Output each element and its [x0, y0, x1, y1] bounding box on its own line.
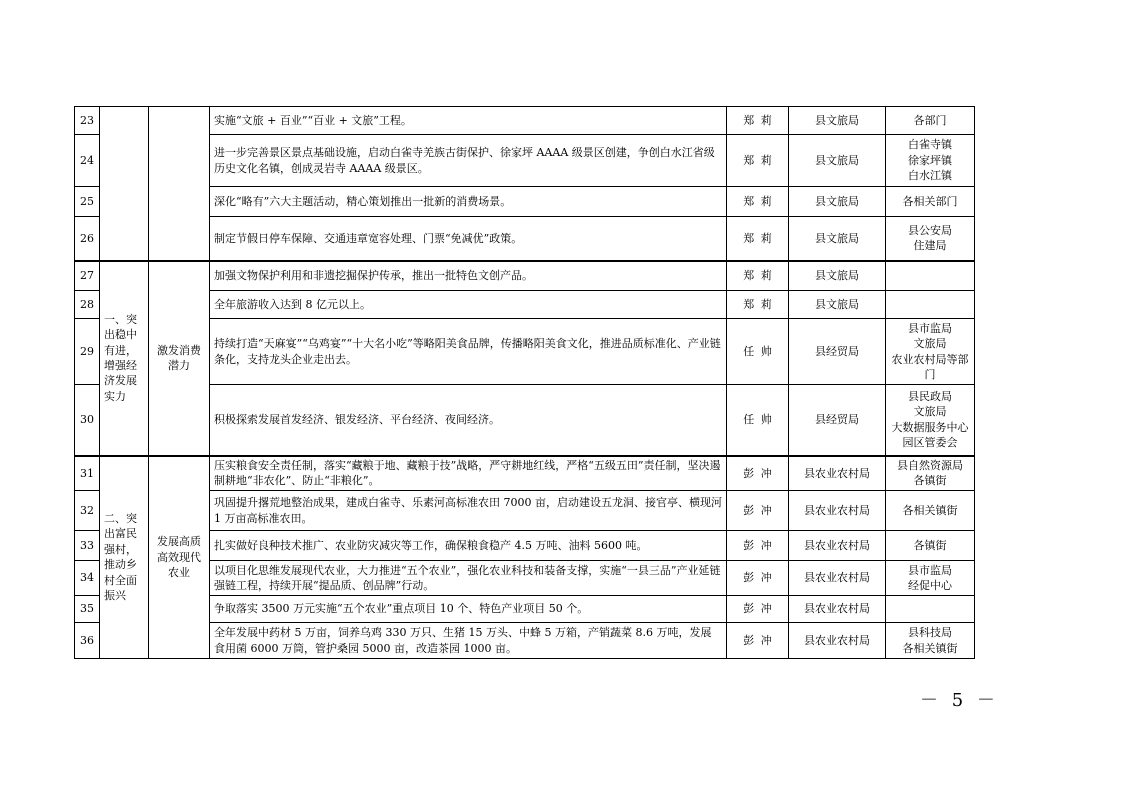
- row-number: 30: [75, 385, 100, 456]
- coop-unit: 徐家坪镇: [908, 153, 952, 167]
- row-number: 33: [75, 531, 100, 561]
- lead-unit: 县文旅局: [789, 135, 886, 187]
- coop-unit: 各相关部门: [902, 194, 958, 208]
- subgroup-cell-empty: [149, 107, 210, 261]
- coop-unit: 各相关镇街: [902, 641, 958, 655]
- coop-units: [886, 456, 975, 491]
- coop-unit: 县科技局: [908, 626, 952, 640]
- coop-unit: 经促中心: [908, 579, 952, 592]
- lead-unit: 县经贸局: [789, 385, 886, 456]
- coop-unit: 各部门: [913, 113, 947, 127]
- task-text: 积极探索发展首发经济、银发经济、平台经济、夜间经济。: [210, 385, 727, 456]
- task-text: 争取落实 3500 万元实施“五个农业”重点项目 10 个、特色产业项目 50 个。: [210, 596, 727, 623]
- task-text: 进一步完善景区景点基础设施，启动白雀寺羌族古街保护、徐家坪 AAAA 级景区创建，争创白水江省级历史文化名镇，创成灵岩寺 AAAA 级景区。: [210, 135, 727, 187]
- row-number: 28: [75, 291, 100, 319]
- lead-unit: 县农业农村局: [789, 456, 886, 491]
- task-text: 以项目化思维发展现代农业，大力推进“五个农业”，强化农业科技和装备支撑，实施“一县三品”产业延链强链工程，持续开展“提品质、创品牌”行动。: [210, 561, 727, 596]
- coop-unit: 各相关镇街: [902, 503, 958, 517]
- lead-unit: 县文旅局: [789, 261, 886, 291]
- row-number: 34: [75, 561, 100, 596]
- task-text: 巩固提升撂荒地整治成果，建成白雀寺、乐素河高标准农田 7000 亩，启动建设五龙洞、接官亭、横现河 1 万亩高标准农田。: [210, 491, 727, 531]
- table-row: [75, 531, 975, 561]
- table-row: [75, 135, 975, 187]
- task-text: 深化“略有”六大主题活动，精心策划推出一批新的消费场景。: [210, 187, 727, 217]
- table-row: [75, 217, 975, 261]
- coop-unit: 文旅局: [913, 405, 947, 419]
- coop-units: [886, 623, 975, 659]
- lead-unit: 县农业农村局: [789, 491, 886, 531]
- coop-units: [886, 385, 975, 456]
- row-number: 23: [75, 107, 100, 135]
- coop-units: [886, 596, 975, 623]
- responsible-person: 任帅: [727, 385, 789, 456]
- responsible-person: 任帅: [727, 319, 789, 385]
- responsible-person: 彭冲: [727, 623, 789, 659]
- coop-unit: 县市监局: [908, 563, 952, 577]
- responsible-person: 郑莉: [727, 261, 789, 291]
- lead-unit: 县文旅局: [789, 187, 886, 217]
- table-row: [75, 596, 975, 623]
- responsible-person: 郑莉: [727, 217, 789, 261]
- table-row: [75, 291, 975, 319]
- table-row: [75, 261, 975, 291]
- coop-unit: 县自然资源局: [897, 458, 963, 472]
- responsible-person: 彭冲: [727, 491, 789, 531]
- subgroup-label: 激发消费潜力: [149, 261, 210, 456]
- lead-unit: 县农业农村局: [789, 531, 886, 561]
- coop-unit: 县公安局: [908, 223, 952, 237]
- row-number: 27: [75, 261, 100, 291]
- task-text: 制定节假日停车保障、交通违章宽容处理、门票“免减优”政策。: [210, 217, 727, 261]
- row-number: 36: [75, 623, 100, 659]
- coop-units: [886, 217, 975, 261]
- responsible-person: 彭冲: [727, 561, 789, 596]
- table-row: [75, 385, 975, 456]
- coop-unit: 白雀寺镇: [908, 138, 952, 152]
- lead-unit: 县文旅局: [789, 217, 886, 261]
- coop-unit: 县市监局: [908, 321, 952, 335]
- task-text: 扎实做好良种技术推广、农业防灾减灾等工作，确保粮食稳产 4.5 万吨、油料 5600 吨。: [210, 531, 727, 561]
- responsible-person: 郑莉: [727, 291, 789, 319]
- table-row: [75, 187, 975, 217]
- coop-units: [886, 187, 975, 217]
- coop-unit: 各镇街: [913, 538, 947, 552]
- row-number: 29: [75, 319, 100, 385]
- task-text: 压实粮食安全责任制，落实“藏粮于地、藏粮于技”战略，严守耕地红线，严格“五级五田”责任制，坚决遏制耕地“非农化”、防止“非粮化”。: [210, 456, 727, 491]
- task-text: 全年旅游收入达到 8 亿元以上。: [210, 291, 727, 319]
- table-row: [75, 491, 975, 531]
- task-text: 持续打造“天麻宴”“乌鸡宴”“十大名小吃”等略阳美食品牌，传播略阳美食文化，推进品质标准化、产业链条化，支持龙头企业走出去。: [210, 319, 727, 385]
- coop-unit: 各镇街: [913, 474, 947, 488]
- lead-unit: 县农业农村局: [789, 561, 886, 596]
- coop-units: [886, 107, 975, 135]
- coop-unit: 白水江镇: [908, 169, 952, 183]
- coop-units: [886, 319, 975, 385]
- coop-unit: 园区管委会: [902, 436, 958, 450]
- responsible-person: 彭冲: [727, 531, 789, 561]
- table-row: [75, 456, 975, 491]
- coop-units: [886, 135, 975, 187]
- group-cell-empty: [100, 107, 149, 261]
- lead-unit: 县文旅局: [789, 291, 886, 319]
- coop-unit: 农业农村局等部门: [891, 352, 969, 381]
- task-text: 实施“文旅 + 百业”“百业 + 文旅”工程。: [210, 107, 727, 135]
- coop-units: [886, 291, 975, 319]
- coop-unit: 住建局: [913, 239, 947, 253]
- task-table: [74, 106, 975, 659]
- group-label: 一、突出稳中有进，增强经济发展实力: [100, 261, 149, 456]
- row-number: 35: [75, 596, 100, 623]
- table-row: [75, 623, 975, 659]
- lead-unit: 县农业农村局: [789, 596, 886, 623]
- coop-units: [886, 531, 975, 561]
- table-row: [75, 107, 975, 135]
- responsible-person: 郑莉: [727, 135, 789, 187]
- lead-unit: 县农业农村局: [789, 623, 886, 659]
- lead-unit: 县经贸局: [789, 319, 886, 385]
- subgroup-label: 发展高质高效现代农业: [149, 456, 210, 659]
- row-number: 32: [75, 491, 100, 531]
- row-number: 31: [75, 456, 100, 491]
- coop-unit: 县民政局: [908, 389, 952, 403]
- responsible-person: 彭冲: [727, 596, 789, 623]
- coop-units: [886, 491, 975, 531]
- responsible-person: 郑莉: [727, 107, 789, 135]
- coop-units: [886, 561, 975, 596]
- coop-unit: 大数据服务中心: [891, 420, 969, 434]
- row-number: 25: [75, 187, 100, 217]
- page-number: － 5 －: [920, 690, 999, 711]
- task-text: 全年发展中药材 5 万亩，饲养乌鸡 330 万只、生猪 15 万头、中蜂 5 万箱，产销蔬菜 8.6 万吨，发展食用菌 6000 万筒，管护桑园 5000 亩，改造茶园 1000 亩。: [210, 623, 727, 659]
- row-number: 26: [75, 217, 100, 261]
- table-row: [75, 561, 975, 596]
- coop-unit: 文旅局: [913, 337, 947, 351]
- coop-units: [886, 261, 975, 291]
- group-label: 二、突出富民强村，推动乡村全面振兴: [100, 456, 149, 659]
- task-text: 加强文物保护利用和非遗挖掘保护传承，推出一批特色文创产品。: [210, 261, 727, 291]
- responsible-person: 彭冲: [727, 456, 789, 491]
- row-number: 24: [75, 135, 100, 187]
- lead-unit: 县文旅局: [789, 107, 886, 135]
- responsible-person: 郑莉: [727, 187, 789, 217]
- table-row: [75, 319, 975, 385]
